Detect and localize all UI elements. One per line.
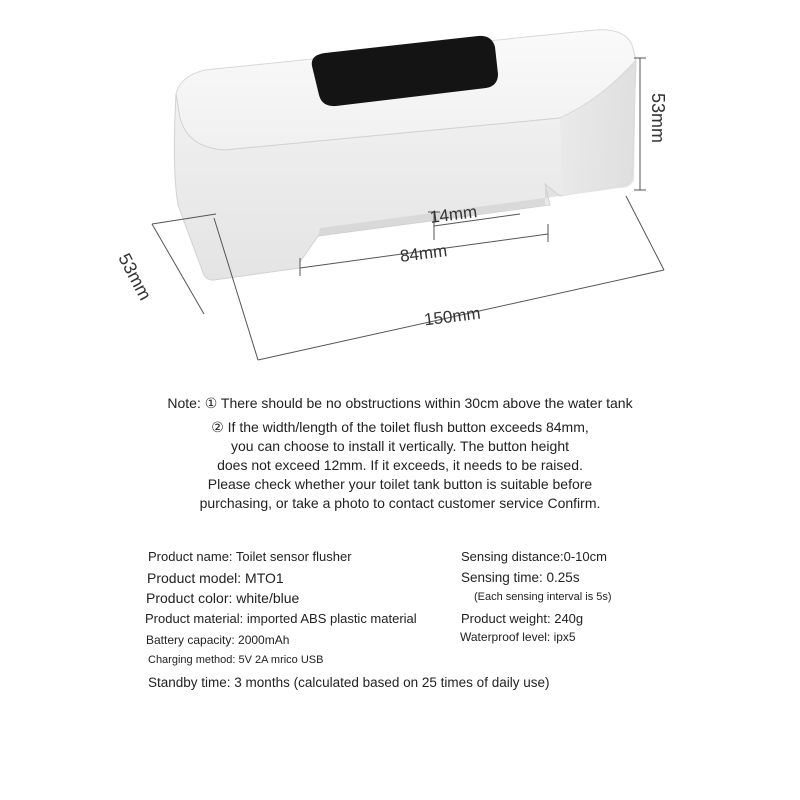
spec-charging-method: Charging method: 5V 2A mrico USB (148, 654, 324, 666)
gap-dimension-label: 14mm (428, 202, 479, 227)
height-dimension-label: 53mm (648, 93, 668, 144)
note-line: does not exceed 12mm. If it exceeds, it needs to be raised. (217, 457, 583, 473)
note-line: you can choose to install it vertically. The button height (230, 438, 569, 454)
spec-product-name: Product name: Toilet sensor flusher (148, 549, 352, 564)
spec-product-model: Product model: MTO1 (147, 570, 284, 586)
note-line: purchasing, or take a photo to contact customer service Confirm. (199, 495, 601, 511)
spec-product-weight: Product weight: 240g (461, 611, 584, 626)
note-line: ② If the width/length of the toilet flush button exceeds 84mm, (211, 419, 589, 435)
spec-battery-capacity: Battery capacity: 2000mAh (146, 633, 290, 647)
note-line: Please check whether your toilet tank button is suitable before (207, 476, 593, 492)
spec-sensing-time: Sensing time: 0.25s (461, 570, 580, 585)
spec-product-material: Product material: imported ABS plastic material (145, 611, 417, 626)
spec-sensing-interval: (Each sensing interval is 5s) (474, 591, 612, 603)
spec-waterproof-level: Waterproof level: ipx5 (460, 630, 576, 644)
depth-dimension-label: 53mm (114, 250, 156, 304)
inner-width-dimension-label: 84mm (398, 241, 449, 266)
spec-standby-time: Standby time: 3 months (calculated based on 25 times of daily use) (148, 675, 550, 690)
spec-sensing-distance: Sensing distance:0-10cm (461, 549, 607, 564)
note-line: Note: ① There should be no obstructions within 30cm above the water tank (167, 395, 633, 411)
length-dimension-label: 150mm (422, 303, 482, 330)
spec-product-color: Product color: white/blue (146, 590, 300, 606)
